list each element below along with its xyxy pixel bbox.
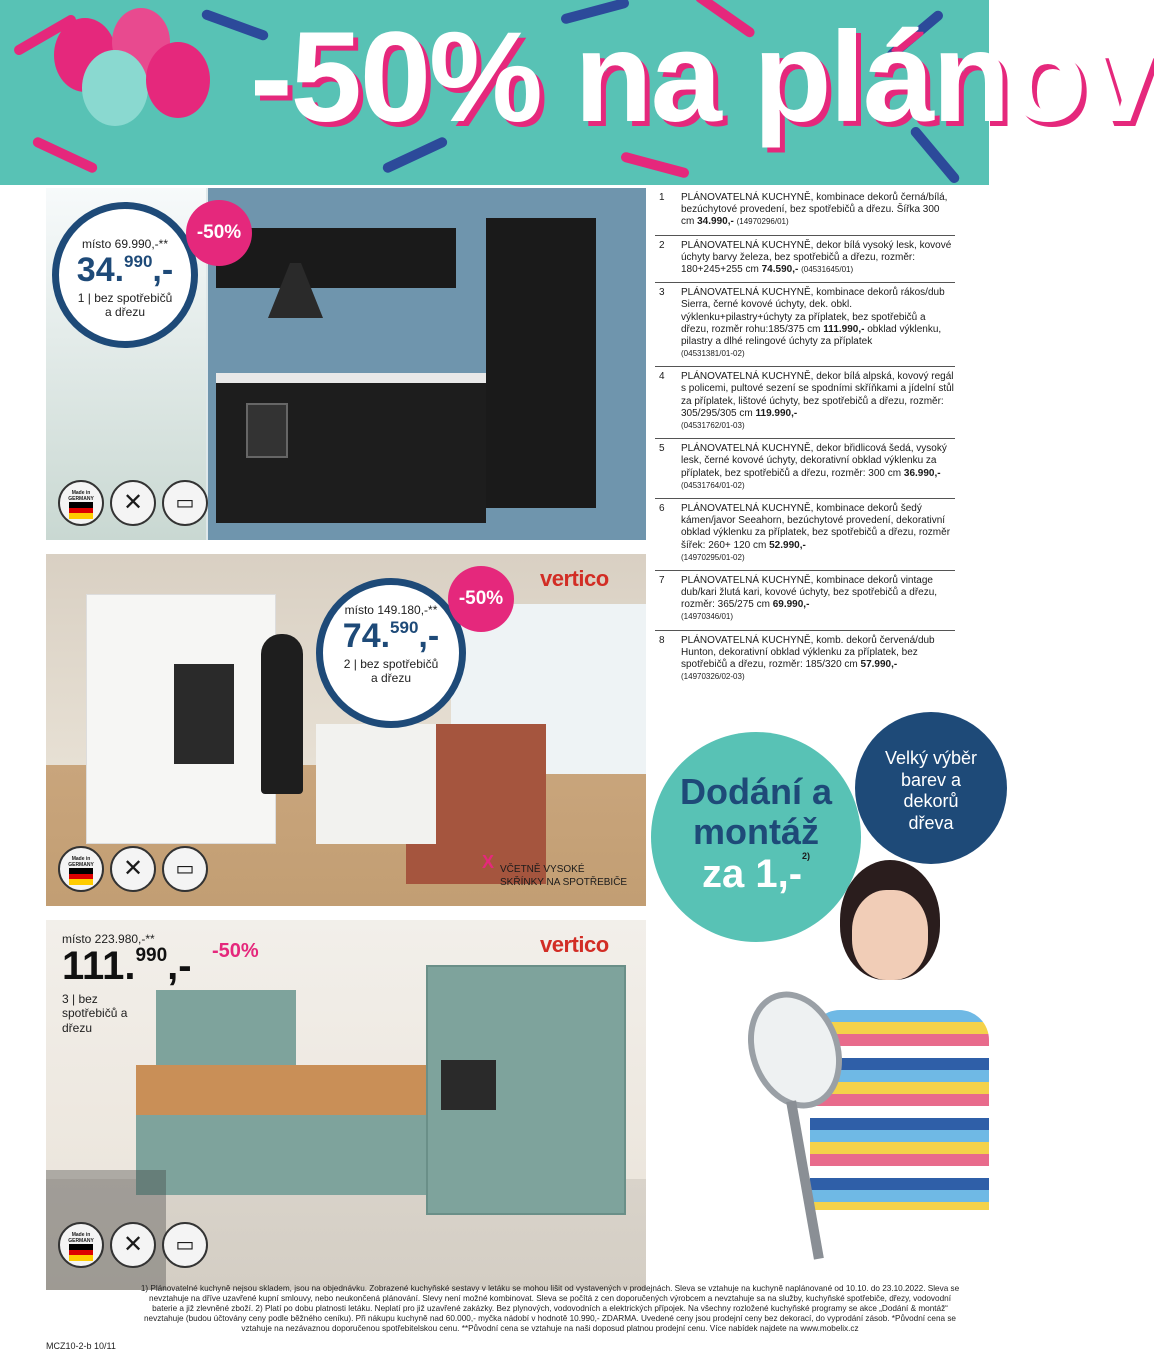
page-code: MCZ10-2-b 10/11 — [46, 1341, 116, 1351]
description-item: 3 PLÁNOVATELNÁ KUCHYNĚ, kombinace dekorů rákos/dub Sierra, černé kovové úchyty, dek. obkl. výklenku+pilastry+úchyty za příplatek, bez spotřebičů a dřezu, rozměr rohu:185/375 cm 111.990,- obklad výklenku, pilastry a dlhé relingové úchyty za příplatek (04531381/01-02) — [655, 283, 955, 367]
measure-icon: ▭ — [162, 480, 208, 526]
tools-icon: ✕ — [110, 846, 156, 892]
tools-icon: ✕ — [110, 480, 156, 526]
description-item: 2 PLÁNOVATELNÁ KUCHYNĚ, dekor bílá vysoký lesk, kovové úchyty barvy železa, bez spotřebičů a dřezu, rozměr: 180+245+255 cm 74.590,- (04531645/01) — [655, 236, 955, 284]
feature-icons-3 — [58, 1222, 208, 1268]
vertico-brand-logo: vertico — [540, 932, 609, 957]
description-item: 8 PLÁNOVATELNÁ KUCHYNĚ, komb. dekorů červená/dub Hunton, dekorativní obklad výklenku za příplatek, bez spotřebičů a dřezu, rozměr: 185/320 cm 57.990,- (14970326/02-03) — [659, 634, 935, 682]
measure-icon: ▭ — [162, 846, 208, 892]
product-descriptions — [655, 188, 955, 689]
sale-price: 34.$^{990}$,- — [76, 251, 174, 289]
measure-icon: ▭ — [162, 1222, 208, 1268]
header-banner — [0, 0, 1154, 185]
balloon-pink-icon — [146, 42, 210, 118]
price-note: 1 | bez spotřebičů a dřezu — [77, 291, 173, 320]
made-in-germany-icon: Made in GERMANY — [58, 1222, 104, 1268]
tools-icon: ✕ — [110, 1222, 156, 1268]
callout-text: VČETNĚ VYSOKÉ SKŘÍNKY NA SPOTŘEBIČE — [500, 864, 628, 888]
callout-mark: X — [482, 852, 495, 872]
variety-badge: Velký výběr barev a dekorů dřeva — [855, 712, 1007, 864]
price-note: 2 | bez spotřebičů a dřezu — [343, 657, 439, 686]
discount-badge-3: -50% — [212, 940, 259, 962]
made-in-germany-icon: Made in GERMANY — [58, 846, 104, 892]
vertico-brand-logo: vertico — [540, 566, 609, 591]
description-item: 4 PLÁNOVATELNÁ KUCHYNĚ, dekor bílá alpská, kovový regál s policemi, pultové sezení se spodními skříňkami a jídelní stůl za příplatek, lištové úchyty, bez spotřebičů a dřezu, rozměr: 305/295/305 cm 119.990,- (04531762/01-03) — [655, 367, 955, 439]
description-item: 6 PLÁNOVATELNÁ KUCHYNĚ, kombinace dekorů šedý kámen/javor Seeahorn, bezúchytové provedení, dekorativní obklad výklenku za příplatek, bez spotřebičů a dřezu, rozměr šířek: 260+ 120 cm 52.990,- (14970295/01-02) — [655, 499, 955, 571]
appliance-cabinet-callout — [482, 852, 630, 889]
original-price: místo 69.990,-** — [81, 237, 169, 251]
sale-price: 111.$^{990}$,- — [62, 944, 192, 988]
feature-icons-1 — [58, 480, 208, 526]
balloon-teal-icon — [82, 50, 148, 126]
confetti-icon — [620, 151, 690, 179]
description-item: 1 PLÁNOVATELNÁ KUCHYNĚ, kombinace dekorů černá/bílá, bezúchytové provedení, bez spotřebičů a dřezu. Šířka 300 cm 34.990,- (14970296/01) — [655, 188, 955, 236]
sale-price: 74.$^{590}$,- — [342, 617, 440, 655]
price-badge-1 — [52, 202, 198, 348]
price-badge-2 — [316, 578, 466, 728]
description-item: 5 PLÁNOVATELNÁ KUCHYNĚ, dekor břidlicová šedá, vysoký lesk, černé kovové úchyty, dekorativní obklad výklenku za příplatek, bez spotřebičů a dřezu, rozměr: 300 cm 36.990,- (04531764/01-02) — [655, 439, 955, 499]
made-in-germany-icon: Made in GERMANY — [58, 480, 104, 526]
banner-headline: -50% na plánov — [250, 6, 1154, 149]
discount-badge-2: -50% — [448, 566, 514, 632]
legal-disclaimer: 1) Plánovatelné kuchyně nejsou skladem, jsou na objednávku. Zobrazené kuchyňské sestavy v letáku se mohou lišit od vystavených v prodejnách. Sleva se vztahuje na kuchyně naplánované od 10.10. do 23.10.2022. Sleva se nevztahuje na dříve uzavřené kupní smlouvy, nebo neukončená plánování. Slevy není možné kombinovat. Sleva se počítá z cen doporučených výrobcem a nevztahuje sa na služby, kuchyňské spotřebiče, dřezy, vodovodní baterie a již zlevněné zboží. 2) Platí po dobu platnosti letáku. Neplatí pro již uzavřené zakázky. Bez plynových, vodovodních a elektrických přípojek. Na všechny rozložené kuchyňské programy se akce „Dodání & montáž“ nevztahuje (budou účtovány ceny podle běžného ceníku). Při nákupu kuchyně nad 60.000,- myčka nádobí v hodnotě 10.990,- ZDARMA. Uvedené ceny jsou prodejní ceny bez dekorací, do vyprodání zásob. *Původní cena se vztahuje na nezávaznou doporučenou spotřebitelskou cenu. **Původní cena se vztahuje na naši doposud platnou prodejní cenu. Více nabídek najdete na www.mobelix.cz — [140, 1284, 960, 1333]
original-price: místo 149.180,-** — [344, 603, 438, 617]
feature-icons-2 — [58, 846, 208, 892]
price-note: 3 | bez spotřebičů a dřezu — [62, 992, 128, 1035]
delivery-promo-badge: Dodání a montáž za 1,-$^{2)}$ — [651, 732, 861, 942]
discount-badge-1: -50% — [186, 200, 252, 266]
description-item: 7 PLÁNOVATELNÁ KUCHYNĚ, kombinace dekorů vintage dub/kari žlutá kari, kovové úchyty, bez spotřebičů a dřezu, rozměr: 365/275 cm 69.990,- (14970346/01) — [655, 571, 955, 631]
price-block-3 — [62, 932, 192, 1035]
woman-with-pan-photo — [740, 860, 989, 1280]
confetti-icon — [31, 136, 99, 175]
original-price: místo 223.980,-** — [62, 932, 155, 946]
